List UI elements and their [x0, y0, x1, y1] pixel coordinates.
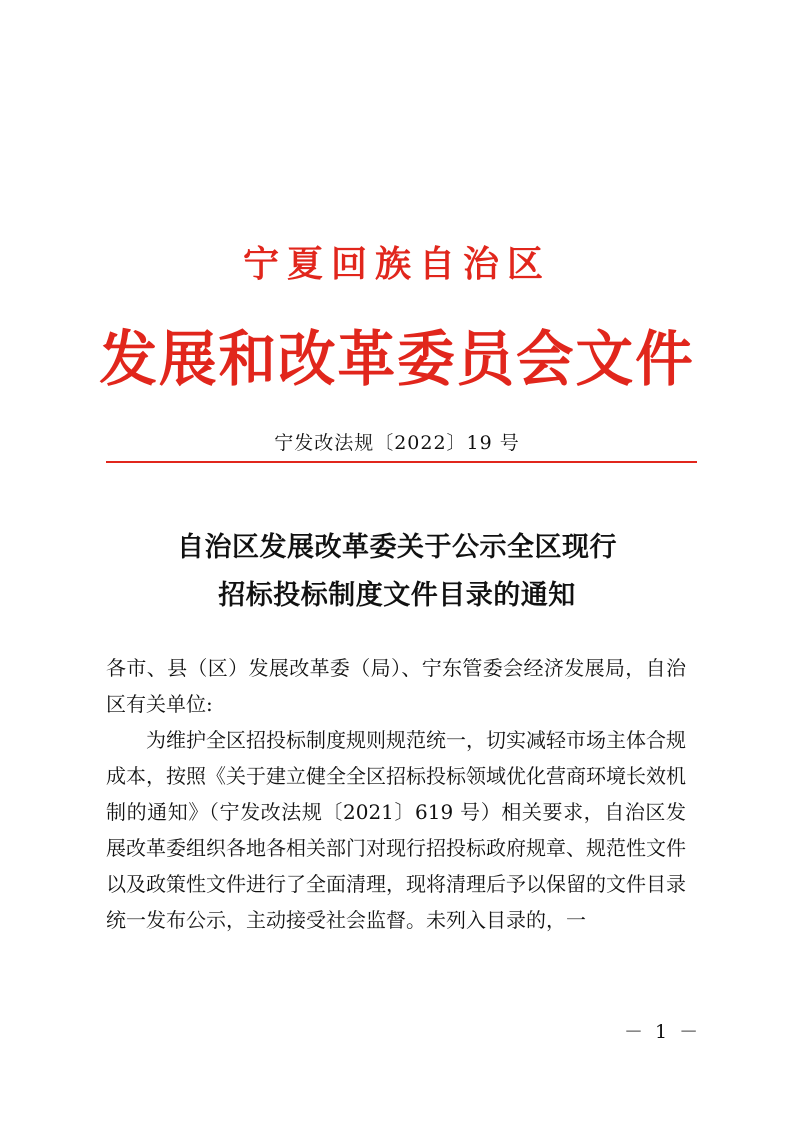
- page-number: － 1 －: [624, 1021, 702, 1043]
- document-body: [106, 650, 686, 938]
- document-title-line-1: 自治区发展改革委关于公示全区现行: [177, 532, 617, 563]
- addressee-paragraph: 各市、县（区）发展改革委（局）、宁东管委会经济发展局，自治区有关单位:: [106, 656, 686, 716]
- issuing-authority-region: 宁夏回族自治区: [242, 243, 551, 285]
- document-title-line-2: 招标投标制度文件目录的通知: [218, 580, 576, 611]
- red-divider-line: [106, 461, 697, 463]
- issuing-authority-document-header: 发展和改革委员会文件: [99, 325, 695, 395]
- body-paragraph: 为维护全区招投标制度规则规范统一，切实减轻市场主体合规成本，按照《关于建立健全全区招标投标领域优化营商环境长效机制的通知》（宁发改法规〔2021〕619 号）相关要求，自治区发展改革委组织各地各相关部门对现行招投标政府规章、规范性文件以及政策性文件进行了全面清理，现将清理后予以保留的文件目录统一发布公示，主动接受社会监督。未列入目录的，一: [106, 728, 686, 932]
- document-number: 宁发改法规〔2022〕19 号: [274, 432, 520, 454]
